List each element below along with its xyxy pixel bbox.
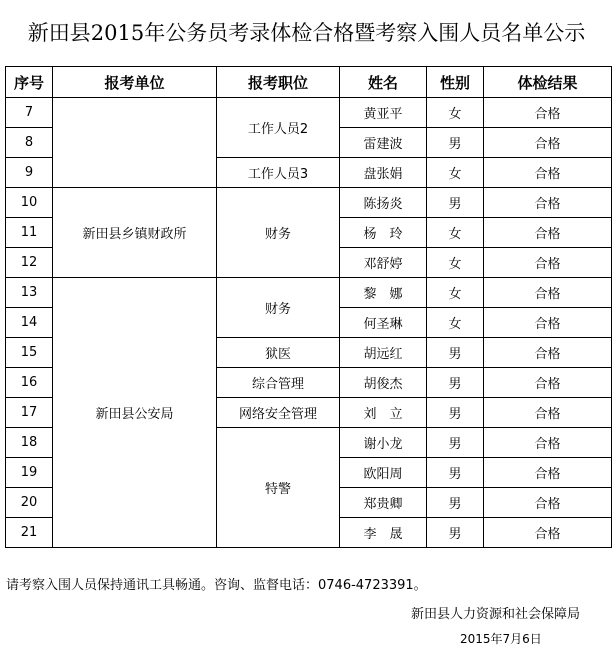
cell-position: 狱医 (217, 338, 340, 368)
cell-result: 合格 (484, 458, 612, 488)
cell-no: 12 (6, 248, 53, 278)
cell-no: 14 (6, 308, 53, 338)
cell-result: 合格 (484, 278, 612, 308)
cell-no: 19 (6, 458, 53, 488)
cell-name: 欧阳周 (340, 458, 427, 488)
cell-no: 11 (6, 218, 53, 248)
header-position: 报考职位 (217, 67, 340, 98)
cell-gender: 男 (427, 128, 484, 158)
table-row (6, 98, 612, 128)
cell-unit: 新田县公安局 (53, 278, 217, 548)
page-title: 新田县2015年公务员考录体检合格暨考察入围人员名单公示 (27, 21, 586, 45)
cell-position: 综合管理 (217, 368, 340, 398)
cell-result: 合格 (484, 488, 612, 518)
cell-gender: 男 (427, 488, 484, 518)
cell-no: 21 (6, 518, 53, 548)
cell-no: 13 (6, 278, 53, 308)
header-name: 姓名 (340, 67, 427, 98)
cell-result: 合格 (484, 308, 612, 338)
cell-no: 16 (6, 368, 53, 398)
cell-result: 合格 (484, 338, 612, 368)
cell-name: 何圣琳 (340, 308, 427, 338)
cell-name: 黎 娜 (340, 278, 427, 308)
cell-name: 胡俊杰 (340, 368, 427, 398)
cell-result: 合格 (484, 368, 612, 398)
cell-no: 7 (6, 98, 53, 128)
roster-table (5, 66, 612, 548)
cell-gender: 男 (427, 338, 484, 368)
cell-position: 网络安全管理 (217, 398, 340, 428)
cell-result: 合格 (484, 428, 612, 458)
cell-result: 合格 (484, 398, 612, 428)
header-no: 序号 (6, 67, 53, 98)
cell-gender: 男 (427, 458, 484, 488)
table-header-row (6, 67, 612, 98)
contact-notice: 请考察入围人员保持通讯工具畅通。咨询、监督电话：0746-4723391。 (6, 578, 427, 593)
issue-date: 2015年7月6日 (460, 632, 542, 646)
cell-gender: 女 (427, 248, 484, 278)
cell-gender: 男 (427, 188, 484, 218)
cell-no: 20 (6, 488, 53, 518)
header-unit: 报考单位 (53, 67, 217, 98)
cell-no: 9 (6, 158, 53, 188)
cell-result: 合格 (484, 518, 612, 548)
cell-name: 李 晟 (340, 518, 427, 548)
cell-no: 15 (6, 338, 53, 368)
cell-position: 财务 (217, 278, 340, 338)
cell-gender: 男 (427, 428, 484, 458)
cell-name: 雷建波 (340, 128, 427, 158)
table-row (6, 188, 612, 218)
cell-result: 合格 (484, 188, 612, 218)
cell-result: 合格 (484, 98, 612, 128)
cell-gender: 女 (427, 158, 484, 188)
cell-name: 陈扬炎 (340, 188, 427, 218)
cell-result: 合格 (484, 218, 612, 248)
cell-no: 18 (6, 428, 53, 458)
cell-result: 合格 (484, 158, 612, 188)
cell-name: 邓舒婷 (340, 248, 427, 278)
cell-position: 特警 (217, 428, 340, 548)
cell-gender: 女 (427, 308, 484, 338)
cell-name: 胡远红 (340, 338, 427, 368)
table-row (6, 278, 612, 308)
header-gender: 性别 (427, 67, 484, 98)
cell-gender: 女 (427, 98, 484, 128)
header-result: 体检结果 (484, 67, 612, 98)
cell-position: 工作人员2 (217, 98, 340, 158)
cell-result: 合格 (484, 248, 612, 278)
cell-gender: 女 (427, 218, 484, 248)
cell-unit (53, 98, 217, 188)
cell-gender: 男 (427, 398, 484, 428)
cell-unit: 新田县乡镇财政所 (53, 188, 217, 278)
cell-name: 刘 立 (340, 398, 427, 428)
cell-name: 盘张娟 (340, 158, 427, 188)
cell-position: 工作人员3 (217, 158, 340, 188)
cell-no: 10 (6, 188, 53, 218)
cell-gender: 男 (427, 368, 484, 398)
cell-position: 财务 (217, 188, 340, 278)
issuing-authority: 新田县人力资源和社会保障局 (411, 607, 581, 622)
cell-no: 8 (6, 128, 53, 158)
cell-no: 17 (6, 398, 53, 428)
cell-result: 合格 (484, 128, 612, 158)
cell-gender: 男 (427, 518, 484, 548)
cell-name: 郑贵卿 (340, 488, 427, 518)
cell-gender: 女 (427, 278, 484, 308)
cell-name: 杨 玲 (340, 218, 427, 248)
cell-name: 谢小龙 (340, 428, 427, 458)
cell-name: 黄亚平 (340, 98, 427, 128)
